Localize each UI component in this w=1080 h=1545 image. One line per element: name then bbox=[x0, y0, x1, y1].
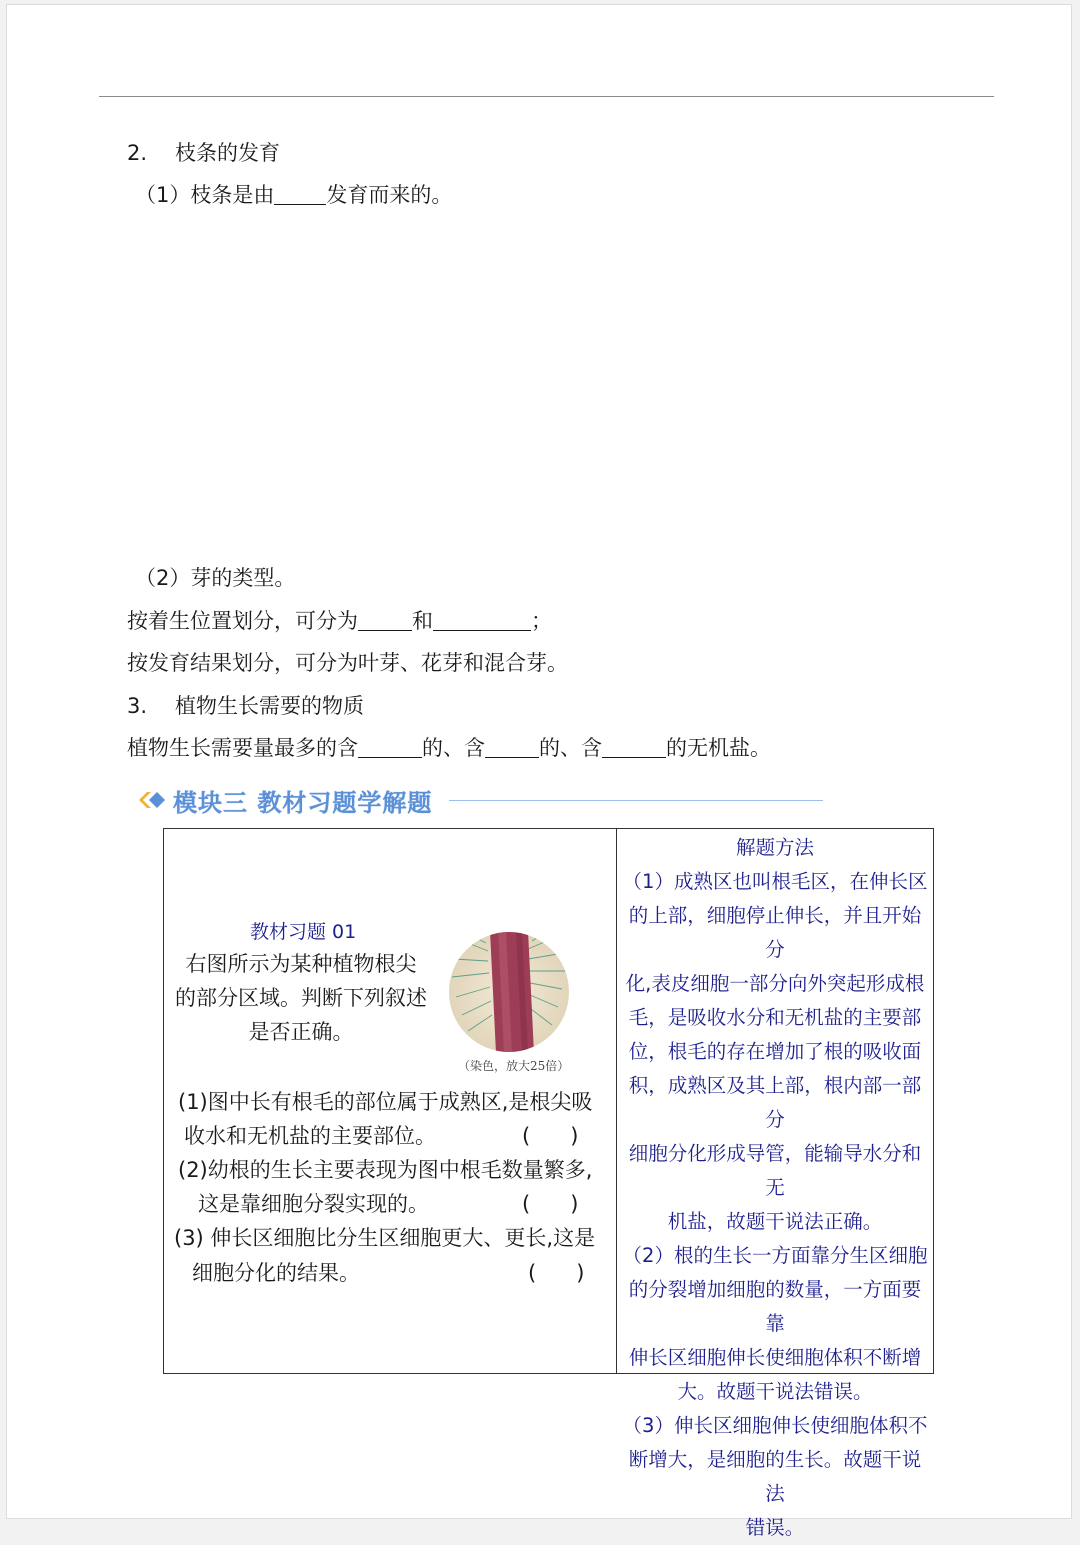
exercise-title: 教材习题 01 bbox=[250, 921, 357, 943]
question-text: ； bbox=[531, 609, 552, 633]
image-caption: （染色，放大25倍） bbox=[458, 1059, 570, 1073]
solution-line: 错误。 bbox=[745, 1516, 805, 1539]
answer-paren-1[interactable]: ( ) bbox=[522, 1124, 579, 1148]
answer-blank[interactable] bbox=[433, 610, 531, 631]
question-text: 的、含 bbox=[539, 736, 602, 760]
solution-line: 化,表皮细胞一部分向外突起形成根 bbox=[625, 972, 925, 995]
solution-line: 积，成熟区及其上部，根内部一部分 bbox=[628, 1074, 922, 1131]
solution-line: 位，根毛的存在增加了根的吸收面 bbox=[628, 1040, 922, 1063]
root-tip-micrograph bbox=[448, 931, 570, 1053]
solution-line: 细胞分化形成导管，能输导水分和无 bbox=[628, 1142, 922, 1199]
solution-line: 毛，是吸收水分和无机盐的主要部 bbox=[628, 1006, 922, 1029]
description-line: 右图所示为某种植物根尖 bbox=[185, 952, 417, 976]
bud-result-line: 按发育结果划分，可分为叶芽、花芽和混合芽。 bbox=[127, 651, 568, 675]
statement-3-line-2: 细胞分化的结果。 bbox=[192, 1261, 360, 1285]
answer-blank[interactable] bbox=[274, 184, 326, 205]
section-number: 3. bbox=[127, 694, 148, 718]
exercise-table bbox=[163, 828, 934, 1539]
answer-blank[interactable] bbox=[358, 610, 412, 631]
section-2-heading bbox=[127, 139, 280, 167]
question-text: 的、含 bbox=[422, 736, 485, 760]
answer-blank[interactable] bbox=[602, 737, 666, 758]
question-text: 植物生长需要量最多的含 bbox=[127, 736, 358, 760]
banner-rule bbox=[449, 800, 823, 801]
solution-line: 断增大，是细胞的生长。故题干说法 bbox=[628, 1448, 922, 1505]
table-divider bbox=[616, 829, 617, 1373]
mineral-salts-line bbox=[127, 734, 771, 762]
double-chevron-icon bbox=[137, 789, 167, 811]
solution-line: 的上部，细胞停止伸长，并且开始分 bbox=[628, 904, 922, 961]
solution-title: 解题方法 bbox=[735, 836, 814, 859]
solution-line: 大。故题干说法错误。 bbox=[677, 1380, 873, 1403]
exercise-cell bbox=[164, 829, 616, 1373]
solution-line: （1）成熟区也叫根毛区，在伸长区 bbox=[622, 870, 928, 893]
answer-paren-2[interactable]: ( ) bbox=[522, 1192, 579, 1216]
description-line: 是否正确。 bbox=[248, 1020, 354, 1044]
section-title: 枝条的发育 bbox=[175, 141, 280, 165]
solution-line: 伸长区细胞伸长使细胞体积不断增 bbox=[628, 1346, 922, 1369]
answer-paren-3[interactable]: ( ) bbox=[528, 1261, 585, 1285]
section-number: 2. bbox=[127, 141, 148, 165]
question-1-line bbox=[135, 181, 452, 209]
answer-blank[interactable] bbox=[485, 737, 539, 758]
document-page bbox=[6, 4, 1072, 1539]
question-text: （1）枝条是由 bbox=[135, 183, 275, 207]
question-2-line: （2）芽的类型。 bbox=[135, 566, 296, 590]
statement-2-line-1: (2)幼根的生长主要表现为图中根毛数量繁多, bbox=[178, 1158, 593, 1182]
solution-line: （2）根的生长一方面靠分生区细胞 bbox=[622, 1244, 928, 1267]
section-3-heading bbox=[127, 692, 364, 720]
section-title: 植物生长需要的物质 bbox=[175, 694, 364, 718]
solution-cell bbox=[618, 829, 932, 1539]
bud-position-line bbox=[127, 607, 552, 635]
solution-line: （3）伸长区细胞伸长使细胞体积不 bbox=[622, 1414, 928, 1437]
statement-1-line-1: (1)图中长有根毛的部位属于成熟区,是根尖吸 bbox=[178, 1090, 593, 1114]
question-text: 按着生位置划分，可分为 bbox=[127, 609, 358, 633]
module-banner bbox=[137, 781, 837, 819]
module-title: 模块三 教材习题学解题 bbox=[173, 789, 433, 817]
statement-2-line-2: 这是靠细胞分裂实现的。 bbox=[198, 1192, 429, 1216]
solution-line: 的分裂增加细胞的数量，一方面要靠 bbox=[628, 1278, 922, 1335]
statement-3-line-1: (3) 伸长区细胞比分生区细胞更大、更长,这是 bbox=[174, 1226, 596, 1250]
header-rule bbox=[99, 96, 994, 97]
exercise-description bbox=[170, 947, 432, 1049]
answer-blank[interactable] bbox=[358, 737, 422, 758]
question-text: 的无机盐。 bbox=[666, 736, 771, 760]
solution-line: 机盐，故题干说法正确。 bbox=[667, 1210, 883, 1233]
question-text: 和 bbox=[412, 609, 433, 633]
statement-1-line-2: 收水和无机盐的主要部位。 bbox=[184, 1124, 436, 1148]
question-text: 发育而来的。 bbox=[326, 183, 453, 207]
description-line: 的部分区域。判断下列叙述 bbox=[175, 986, 427, 1010]
